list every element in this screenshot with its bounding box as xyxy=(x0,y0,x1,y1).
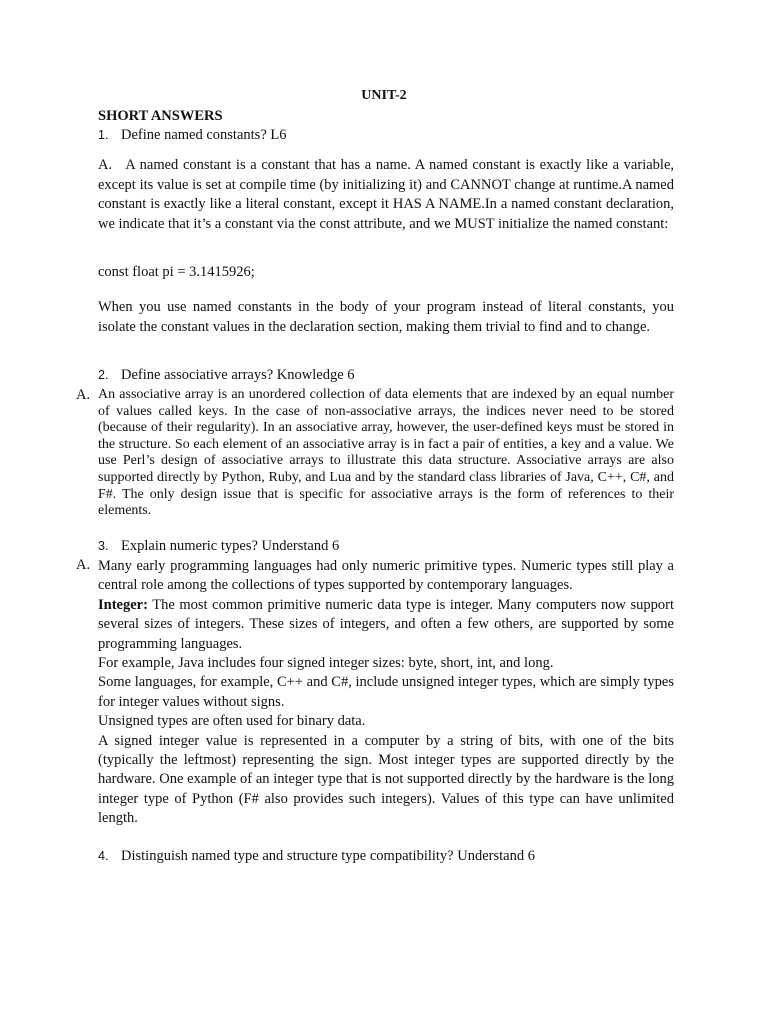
question-2 xyxy=(98,367,355,384)
answer-label: A. xyxy=(76,557,91,573)
question-text: Define named constants? L6 xyxy=(121,127,287,143)
integer-label: Integer: xyxy=(98,596,148,613)
question-4 xyxy=(98,848,535,865)
question-number: 3. xyxy=(98,539,109,553)
answer-label: A. xyxy=(76,387,91,403)
question-number: 2. xyxy=(98,368,109,382)
question-number: 1. xyxy=(98,128,109,142)
answer-3-paragraph: Some languages, for example, C++ and C#, include unsigned integer types, which are simply types for integer values without signs. xyxy=(98,674,674,710)
question-1 xyxy=(98,127,286,144)
answer-3-body xyxy=(98,557,674,829)
answer-1-text: A named constant is a constant that has a name. A named constant is exactly like a variable, except its value is set at compile time (by initializing it) and CANNOT change at runtime.A named constant is exactly like a literal constant, except it HAS A NAME.In a named constant declaration, we indicate that it’s a constant via the const attribute, and we MUST initialize the named constant: xyxy=(98,157,674,232)
question-text: Distinguish named type and structure type compatibility? Understand 6 xyxy=(121,848,535,864)
answer-1-paragraph xyxy=(98,156,674,234)
answer-3-paragraph-integer xyxy=(98,596,674,654)
answer-3-paragraph: Many early programming languages had only numeric primitive types. Numeric types still play a central role among the collections of types supported by contemporary languages. xyxy=(98,558,674,594)
question-3 xyxy=(98,538,339,555)
question-text: Explain numeric types? Understand 6 xyxy=(121,538,340,554)
answer-1-paragraph-2: When you use named constants in the body of your program instead of literal constants, you isolate the constant values in the declaration section, making them trivial to find and to change. xyxy=(98,299,674,335)
answer-2-text: An associative array is an unordered collection of data elements that are indexed by an equal number of values called keys. In the case of non-associative arrays, the indices never need to be stored (because of their regularity). In an associative array, however, the user-defined keys must be stored in the structure. So each element of an associative array is in fact a pair of entities, a key and a value. We use Perl’s design of associative arrays to illustrate this data structure. Associative arrays are also supported directly by Python, Ruby, and Lua and by the standard class libraries of Java, C++, C#, and F#. The only design issue that is specific for associative arrays is the form of references to their elements. xyxy=(98,387,674,519)
section-title: SHORT ANSWERS xyxy=(98,108,223,124)
code-line: const float pi = 3.1415926; xyxy=(98,264,255,280)
integer-text: The most common primitive numeric data type is integer. Many computers now support several sizes of integers. These sizes of integers, and often a few others, are supported by some programming languages. xyxy=(98,596,674,652)
question-text: Define associative arrays? Knowledge 6 xyxy=(121,367,355,383)
answer-label: A. xyxy=(98,157,113,173)
answer-3-paragraph: A signed integer value is represented in a computer by a string of bits, with one of the bits (typically the leftmost) representing the sign. Most integer types are supported directly by the hardware. One example of an integer type that is not supported directly by the hardware is the long integer type of Python (F# also provides such integers). Values of this type can have unlimited length. xyxy=(98,732,674,827)
answer-3-paragraph: For example, Java includes four signed integer sizes: byte, short, int, and long. xyxy=(98,655,554,672)
question-number: 4. xyxy=(98,849,109,863)
unit-title: UNIT-2 xyxy=(361,88,407,103)
answer-3-paragraph: Unsigned types are often used for binary data. xyxy=(98,713,366,730)
